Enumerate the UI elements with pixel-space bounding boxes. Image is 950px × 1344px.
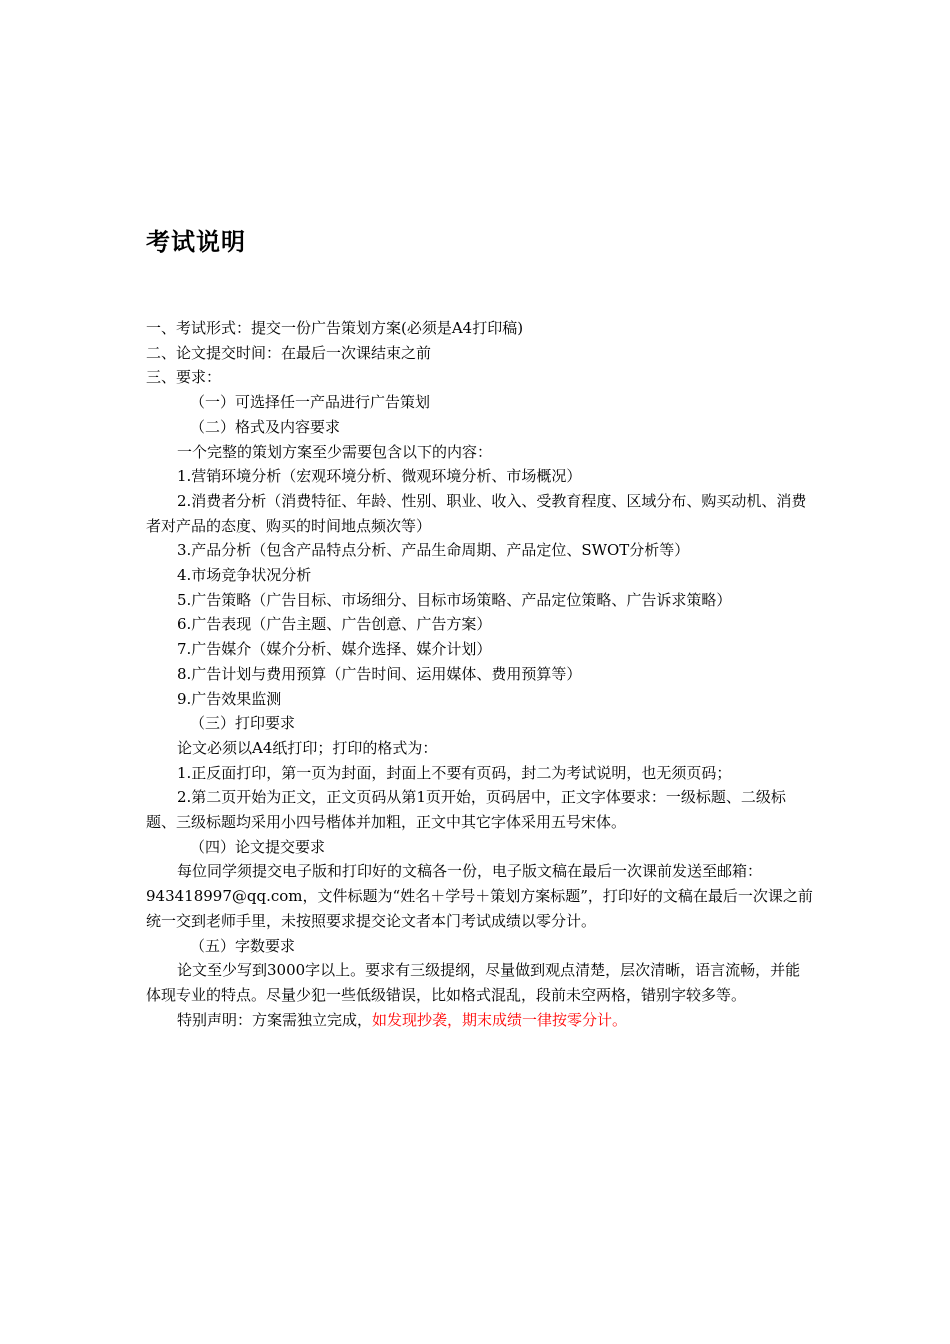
print-rule-2: 2.第二页开始为正文，正文页码从第1页开始，页码居中，正文字体要求：一级标题、二级标题、三级标题均采用小四号楷体并加粗，正文中其它字体采用五号宋体。 [146,788,786,832]
print-intro: 论文必须以A4纸打印；打印的格式为： [177,738,438,757]
list-item: 9.广告效果监测 [177,689,282,708]
list-item: 6.广告表现（广告主题、广告创意、广告方案） [177,615,492,634]
content-intro: 一个完整的策划方案至少需要包含以下的内容： [177,442,493,461]
special-note-prefix: 特别声明：方案需独立完成， [177,1010,373,1029]
list-item: 3.产品分析（包含产品特点分析、产品生命周期、产品定位、SWOT分析等） [177,541,690,560]
list-item: 4.市场竞争状况分析 [177,566,312,585]
print-rule-1: 1.正反面打印，第一页为封面，封面上不要有页码，封二为考试说明，也无须页码； [177,763,732,782]
section-exam-form: 一、考试形式：提交一份广告策划方案(必须是A4打印稿) [146,319,524,337]
document-body [146,316,814,1032]
submission-paragraph: 每位同学须提交电子版和打印好的文稿各一份，电子版文稿在最后一次课前发送至邮箱：943418997@qq.com，文件标题为“姓名＋学号＋策划方案标题”，打印好的文稿在最后一次课之前统一交到老师手里，未按照要求提交论文者本门考试成绩以零分计。 [146,862,813,930]
special-note [146,1008,814,1033]
sub-heading-submission: （四）论文提交要求 [190,837,326,856]
section-submit-time: 二、论文提交时间：在最后一次课结束之前 [146,343,432,362]
special-note-warning: 如发现抄袭，期末成绩一律按零分计。 [372,1010,628,1029]
list-item: 8.广告计划与费用预算（广告时间、运用媒体、费用预算等） [177,664,582,683]
list-item: 1.营销环境分析（宏观环境分析、微观环境分析、市场概况） [177,467,582,486]
section-requirements: 三、要求： [146,368,222,387]
page-title: 考试说明 [146,227,246,256]
list-item: 7.广告媒介（媒介分析、媒介选择、媒介计划） [177,640,492,659]
list-item: 5.广告策略（广告目标、市场细分、目标市场策略、产品定位策略、广告诉求策略） [177,590,732,609]
sub-heading-format-content: （二）格式及内容要求 [190,417,341,436]
sub-heading-product-choice: （一）可选择任一产品进行广告策划 [190,393,431,412]
list-item: 2.消费者分析（消费特征、年龄、性别、职业、收入、受教育程度、区域分布、购买动机、消费者对产品的态度、购买的时间地点频次等） [146,491,807,535]
sub-heading-word-count: （五）字数要求 [190,936,296,955]
sub-heading-print: （三）打印要求 [190,714,296,733]
word-count-paragraph: 论文至少写到3000字以上。要求有三级提纲，尽量做到观点清楚，层次清晰，语言流畅，并能体现专业的特点。尽量少犯一些低级错误，比如格式混乱，段前未空两格，错别字较多等。 [146,961,801,1004]
